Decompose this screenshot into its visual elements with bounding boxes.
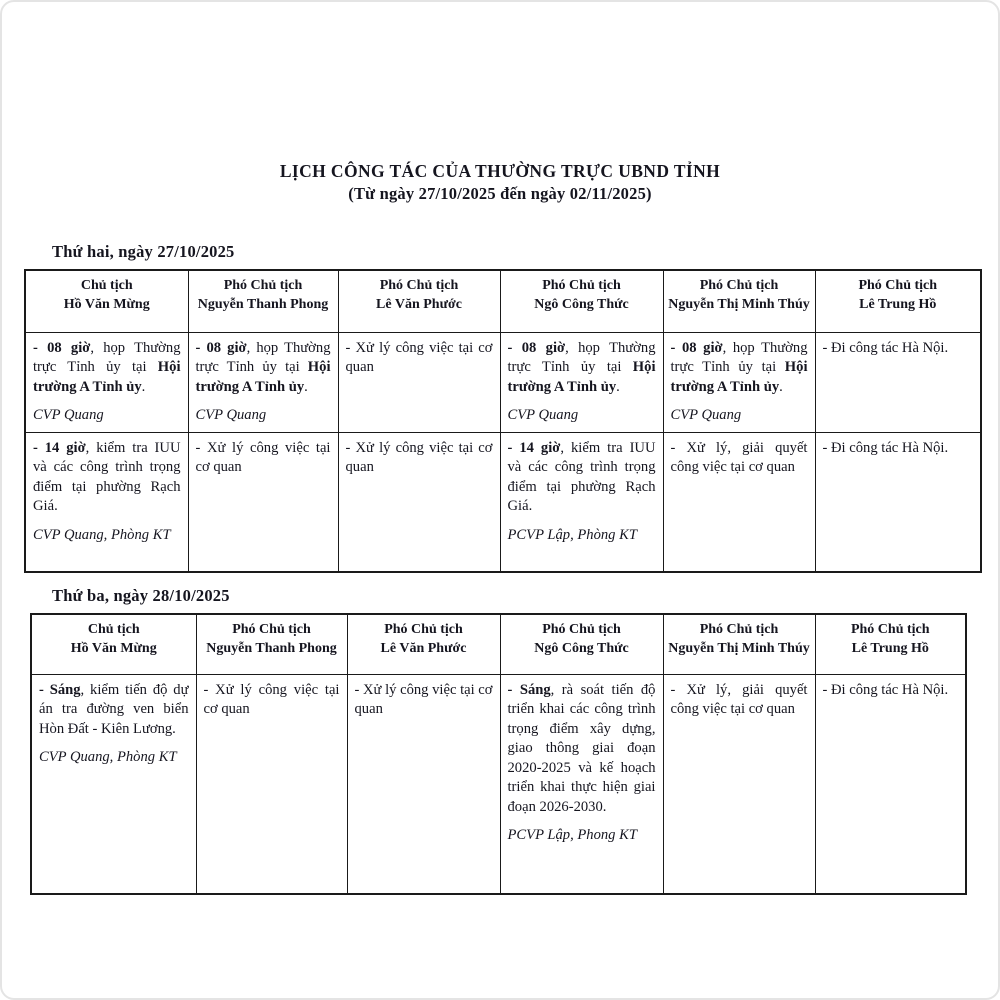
cell-activity bbox=[508, 681, 656, 818]
text-run: PCVP Lập, Phòng KT bbox=[507, 526, 637, 543]
text-run: - Xử lý, giải quyết công việc tại cơ quan bbox=[670, 681, 808, 717]
text-run: . bbox=[616, 378, 620, 395]
schedule-row bbox=[25, 332, 981, 432]
text-run: Hội trường A Tỉnh ủy bbox=[670, 359, 808, 395]
column-role: Phó Chủ tịch bbox=[699, 622, 779, 637]
text-run: , họp Thường trực Tỉnh ủy tại bbox=[195, 339, 331, 375]
column-role: Phó Chủ tịch bbox=[384, 622, 463, 637]
column-role: Phó Chủ tịch bbox=[379, 278, 459, 293]
schedule-cell bbox=[338, 432, 500, 572]
text-run: - Xử lý công việc tại cơ quan bbox=[203, 681, 340, 717]
schedule-cell bbox=[663, 332, 815, 432]
column-role: Phó Chủ tịch bbox=[858, 278, 938, 293]
cell-activity bbox=[346, 339, 493, 378]
text-run: . bbox=[141, 378, 146, 395]
column-role: Chủ tịch bbox=[80, 278, 133, 293]
text-run: - 08 giờ bbox=[670, 339, 723, 356]
column-role: Phó Chủ tịch bbox=[542, 622, 621, 637]
column-name: Lê Văn Phước bbox=[376, 297, 462, 312]
text-run: - Xử lý công việc tại cơ quan bbox=[345, 339, 493, 375]
column-header bbox=[500, 270, 663, 332]
cell-note bbox=[196, 406, 331, 426]
schedule-cell bbox=[500, 332, 663, 432]
schedule-cell bbox=[815, 432, 981, 572]
schedule-cell bbox=[500, 674, 663, 894]
text-run: , kiểm tra IUU và các công trình trọng điểm tại phường Rạch Giá. bbox=[33, 439, 181, 514]
cell-note bbox=[33, 406, 181, 426]
cell-activity bbox=[39, 681, 189, 740]
schedule-days bbox=[2, 242, 998, 895]
text-run: , họp Thường trực Tỉnh ủy tại bbox=[33, 339, 181, 375]
text-run: - Xử lý công việc tại cơ quan bbox=[354, 681, 493, 717]
schedule-table bbox=[24, 269, 982, 573]
column-name: Lê Trung Hồ bbox=[859, 297, 937, 312]
column-name: Nguyễn Thanh Phong bbox=[206, 641, 337, 656]
text-run: - Đi công tác Hà Nội. bbox=[822, 339, 949, 356]
text-run: CVP Quang bbox=[195, 407, 267, 423]
cell-note bbox=[508, 406, 656, 426]
cell-activity bbox=[346, 439, 493, 478]
column-role: Phó Chủ tịch bbox=[850, 622, 930, 637]
text-run: - Đi công tác Hà Nội. bbox=[822, 439, 949, 456]
cell-note bbox=[39, 748, 189, 768]
column-role: Phó Chủ tịch bbox=[232, 622, 311, 637]
header-row bbox=[25, 270, 981, 332]
schedule-cell bbox=[188, 332, 338, 432]
text-run: . bbox=[779, 378, 783, 395]
column-name: Ngô Công Thức bbox=[534, 297, 629, 312]
schedule-cell bbox=[663, 432, 815, 572]
text-run: - 14 giờ bbox=[507, 439, 561, 456]
text-run: - 08 giờ bbox=[33, 339, 91, 356]
cell-activity bbox=[33, 439, 181, 517]
schedule-cell bbox=[338, 332, 500, 432]
cell-activity bbox=[508, 339, 656, 398]
text-run: , họp Thường trực Tỉnh ủy tại bbox=[670, 339, 808, 375]
document-subtitle: (Từ ngày 27/10/2025 đến ngày 02/11/2025) bbox=[348, 184, 652, 203]
text-run: - 08 giờ bbox=[507, 339, 566, 356]
text-run: CVP Quang bbox=[33, 407, 104, 423]
schedule-cell bbox=[347, 674, 500, 894]
text-run: CVP Quang, Phòng KT bbox=[33, 526, 171, 543]
cell-activity bbox=[33, 339, 181, 398]
column-role: Phó Chủ tịch bbox=[699, 278, 779, 293]
column-header bbox=[338, 270, 500, 332]
cell-activity bbox=[823, 681, 959, 701]
schedule-cell bbox=[31, 674, 196, 894]
schedule-cell bbox=[188, 432, 338, 572]
schedule-cell bbox=[500, 432, 663, 572]
cell-activity bbox=[508, 439, 656, 517]
cell-note bbox=[508, 526, 656, 546]
text-run: , kiểm tiến độ dự án tra đường ven biển Hòn Đất - Kiên Lương. bbox=[39, 681, 189, 737]
column-header bbox=[815, 270, 981, 332]
text-run: - Xử lý công việc tại cơ quan bbox=[195, 439, 331, 475]
title-block bbox=[2, 160, 998, 206]
text-run: , kiểm tra IUU và các công trình trọng điểm tại phường Rạch Giá. bbox=[507, 439, 656, 514]
column-name: Nguyễn Thị Minh Thúy bbox=[668, 641, 810, 656]
cell-activity bbox=[823, 439, 974, 459]
cell-activity bbox=[671, 681, 808, 720]
column-name: Nguyễn Thị Minh Thúy bbox=[668, 297, 810, 312]
text-run: - Sáng bbox=[39, 681, 81, 698]
column-header bbox=[188, 270, 338, 332]
column-name: Hồ Văn Mừng bbox=[63, 297, 150, 312]
column-role: Phó Chủ tịch bbox=[542, 278, 621, 293]
cell-activity bbox=[204, 681, 340, 720]
text-run: PCVP Lập, Phong KT bbox=[507, 827, 637, 843]
column-header bbox=[347, 614, 500, 674]
text-run: - Đi công tác Hà Nội. bbox=[822, 681, 949, 698]
text-run: . bbox=[304, 378, 308, 395]
schedule-cell bbox=[25, 332, 188, 432]
cell-note bbox=[33, 526, 181, 546]
column-header bbox=[25, 270, 188, 332]
column-header bbox=[663, 614, 815, 674]
schedule-table bbox=[30, 613, 967, 895]
column-header bbox=[196, 614, 347, 674]
cell-note bbox=[508, 826, 656, 846]
cell-activity bbox=[196, 339, 331, 398]
column-role: Chủ tịch bbox=[87, 622, 140, 637]
cell-note bbox=[671, 406, 808, 426]
text-run: , rà soát tiến độ triển khai các công trình trọng điểm xây dựng, giao thông giai đoạn 2020-2025 và kế hoạch triển khai thực hiện giai đoạn 2026-2030. bbox=[507, 681, 656, 815]
text-run: Hội trường A Tỉnh ủy bbox=[33, 359, 181, 395]
schedule-cell bbox=[25, 432, 188, 572]
document-title: LỊCH CÔNG TÁC CỦA THƯỜNG TRỰC UBND TỈNH bbox=[279, 161, 721, 181]
schedule-cell bbox=[815, 674, 966, 894]
text-run: Hội trường A Tỉnh ủy bbox=[195, 359, 331, 395]
text-run: Hội trường A Tỉnh ủy bbox=[507, 359, 656, 395]
text-run: CVP Quang, Phòng KT bbox=[39, 749, 177, 765]
text-run: CVP Quang bbox=[507, 407, 579, 423]
schedule-row bbox=[25, 432, 981, 572]
cell-activity bbox=[671, 439, 808, 478]
day-label: Thứ ba, ngày 28/10/2025 bbox=[52, 586, 230, 605]
text-run: - Sáng bbox=[507, 681, 551, 698]
column-name: Nguyễn Thanh Phong bbox=[197, 297, 329, 312]
column-name: Lê Văn Phước bbox=[380, 641, 467, 656]
schedule-cell bbox=[196, 674, 347, 894]
day-label: Thứ hai, ngày 27/10/2025 bbox=[52, 242, 235, 261]
text-run: - 14 giờ bbox=[33, 439, 86, 456]
header-row bbox=[31, 614, 966, 674]
column-name: Lê Trung Hồ bbox=[851, 641, 929, 656]
text-run: , họp Thường trực Tỉnh ủy tại bbox=[507, 339, 656, 375]
column-name: Hồ Văn Mừng bbox=[70, 641, 157, 656]
column-header bbox=[663, 270, 815, 332]
text-run: - 08 giờ bbox=[195, 339, 247, 356]
column-name: Ngô Công Thức bbox=[534, 641, 629, 656]
cell-activity bbox=[823, 339, 974, 359]
text-run: - Xử lý công việc tại cơ quan bbox=[345, 439, 493, 475]
column-header bbox=[815, 614, 966, 674]
schedule-row bbox=[31, 674, 966, 894]
column-role: Phó Chủ tịch bbox=[223, 278, 303, 293]
cell-activity bbox=[671, 339, 808, 398]
text-run: CVP Quang bbox=[670, 407, 742, 423]
schedule-cell bbox=[663, 674, 815, 894]
cell-activity bbox=[355, 681, 493, 720]
day-section bbox=[2, 242, 998, 573]
day-section bbox=[2, 586, 998, 895]
column-header bbox=[31, 614, 196, 674]
cell-activity bbox=[196, 439, 331, 478]
schedule-cell bbox=[815, 332, 981, 432]
column-header bbox=[500, 614, 663, 674]
text-run: - Xử lý, giải quyết công việc tại cơ quan bbox=[670, 439, 808, 475]
